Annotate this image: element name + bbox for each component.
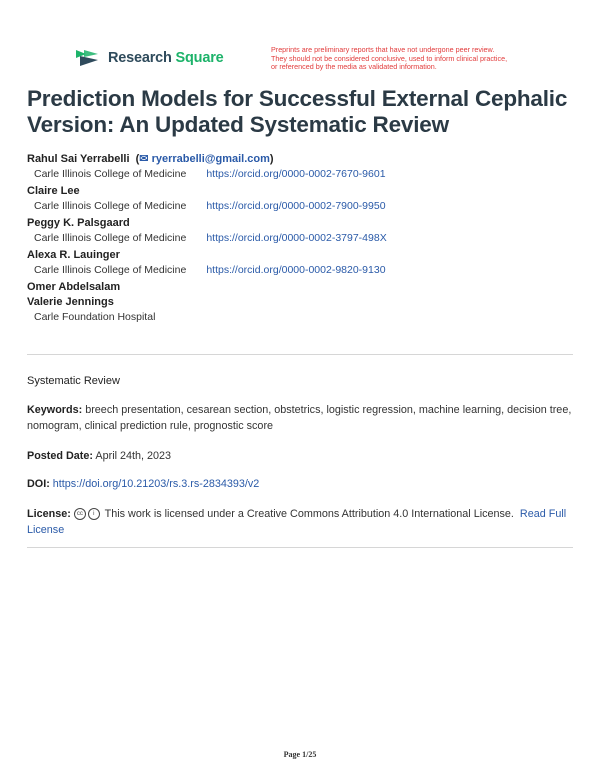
doi-label: DOI: [27, 478, 50, 490]
email-link[interactable]: ✉ ryerrabelli@gmail.com [139, 153, 270, 165]
research-square-logo[interactable] [74, 48, 224, 68]
email-text: ryerrabelli@gmail.com [151, 153, 270, 165]
divider [27, 547, 573, 548]
keywords [27, 402, 575, 434]
author-affiliation [27, 167, 587, 182]
article-type: Systematic Review [27, 375, 120, 387]
author-affiliation [27, 263, 587, 278]
research-square-logo-icon [74, 48, 100, 68]
logo-text-square: Square [175, 50, 224, 66]
posted-date-value: April 24th, 2023 [95, 450, 172, 462]
disclaimer-line: Preprints are preliminary reports that have not undergone peer review. [271, 45, 495, 54]
logo-text [108, 50, 224, 66]
author-entry [27, 280, 587, 295]
keywords-label: Keywords: [27, 404, 83, 416]
cc-icon: cc [74, 508, 86, 520]
orcid-link[interactable]: https://orcid.org/0000-0002-3797-498X [206, 232, 387, 244]
author-entry [27, 295, 587, 325]
affiliation-text: Carle Illinois College of Medicine [34, 200, 187, 212]
paper-title: Prediction Models for Successful External Cephalic Version: An Updated Systematic Review [27, 86, 568, 137]
author-name-text: Rahul Sai Yerrabelli [27, 153, 130, 165]
author-list [27, 152, 587, 327]
orcid-link[interactable]: https://orcid.org/0000-0002-9820-9130 [206, 264, 386, 276]
affiliation-text: Carle Illinois College of Medicine [34, 168, 187, 180]
disclaimer-line: or referenced by the media as validated information. [271, 62, 437, 72]
author-name: Claire Lee [27, 185, 80, 197]
author-name: Rahul Sai Yerrabelli (✉ ryerrabelli@gmail.com) [27, 153, 274, 165]
author-entry [27, 184, 587, 214]
doi-link[interactable]: https://doi.org/10.21203/rs.3.rs-2834393/v2 [52, 478, 260, 490]
posted-date [27, 448, 575, 464]
affiliation-text: Carle Illinois College of Medicine [34, 264, 187, 276]
divider [27, 354, 573, 355]
orcid-link[interactable]: https://orcid.org/0000-0002-7670-9601 [206, 168, 386, 180]
logo-text-research: Research [108, 50, 172, 66]
author-affiliation: Carle Foundation Hospital [34, 311, 156, 323]
by-icon: i [88, 508, 100, 520]
author-name: Peggy K. Palsgaard [27, 217, 130, 229]
author-entry [27, 248, 587, 278]
author-name: Alexa R. Lauinger [27, 249, 120, 261]
author-entry [27, 216, 587, 246]
page-number: Page 1/25 [283, 750, 317, 759]
read-full-license-link[interactable]: Read Full License [27, 508, 567, 536]
author-name: Omer Abdelsalam [27, 281, 121, 293]
author-affiliation [27, 199, 587, 214]
posted-date-label: Posted Date: [27, 450, 93, 462]
orcid-link[interactable]: https://orcid.org/0000-0002-7900-9950 [206, 200, 386, 212]
preprint-disclaimer [271, 46, 561, 72]
author-name: Valerie Jennings [27, 296, 114, 308]
disclaimer-line: They should not be considered conclusive, used to inform clinical practice, [271, 53, 508, 63]
author-entry [27, 152, 587, 182]
keywords-text: breech presentation, cesarean section, obstetrics, logistic regression, machine learning, decision tree, nomogram, clinical prediction rule, prognostic score [27, 404, 572, 432]
license-label: License: [27, 508, 71, 520]
license-text: This work is licensed under a Creative Commons Attribution 4.0 International License. [104, 508, 514, 520]
affiliation-text: Carle Illinois College of Medicine [34, 232, 187, 244]
doi [27, 476, 575, 492]
author-affiliation [27, 231, 587, 246]
license [27, 506, 575, 538]
